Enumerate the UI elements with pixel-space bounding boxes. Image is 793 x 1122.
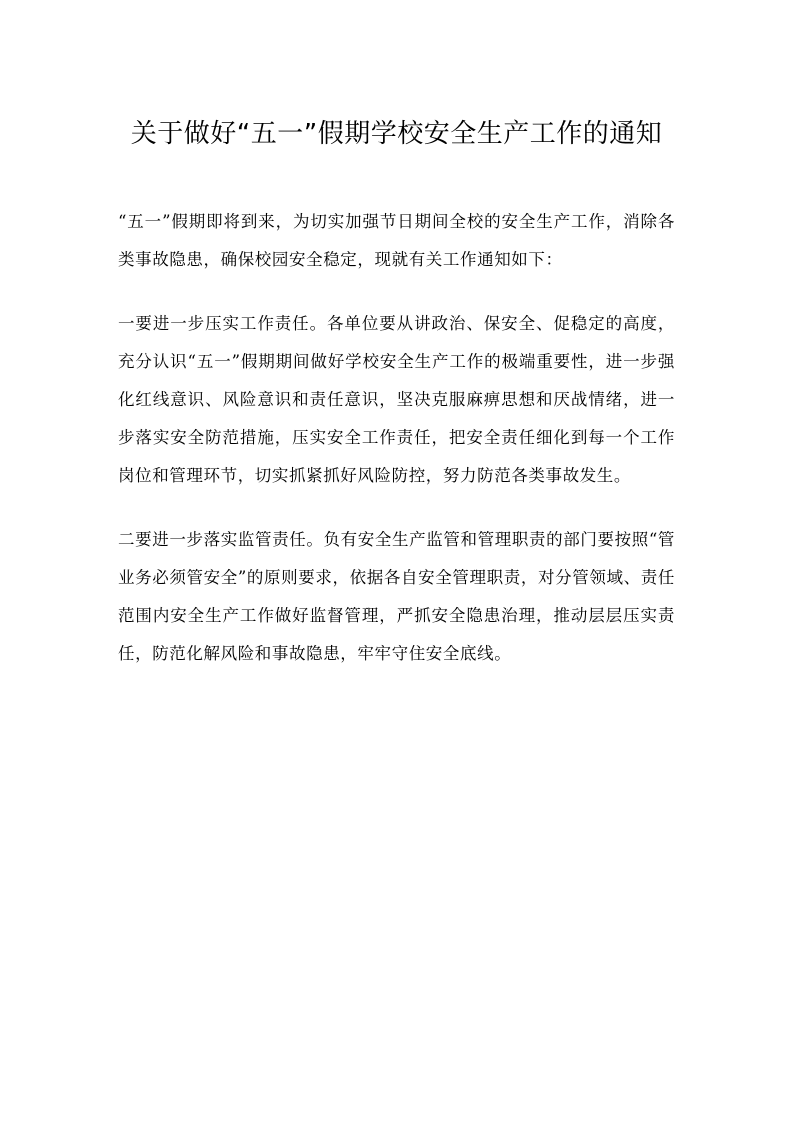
page-title: 关于做好“五一”假期学校安全生产工作的通知 bbox=[130, 119, 663, 149]
paragraph-intro: “五一”假期即将到来，为切实加强节日期间全校的安全生产工作，消除各类事故隐患，确保校园安全稳定，现就有关工作通知如下： bbox=[118, 212, 675, 269]
document-body bbox=[118, 203, 675, 673]
paragraph-item-2: 二要进一步落实监管责任。负有安全生产监管和管理职责的部门要按照“管业务必须管安全”的原则要求，依据各自安全管理职责，对分管领域、责任范围内安全生产工作做好监督管理，严抓安全隐患治理，推动层层压实责任，防范化解风险和事故隐患，牢牢守住安全底线。 bbox=[118, 530, 675, 663]
paragraph-item-1: 一要进一步压实工作责任。各单位要从讲政治、保安全、促稳定的高度，充分认识“五一”假期期间做好学校安全生产工作的极端重要性，进一步强化红线意识、风险意识和责任意识，坚决克服麻痹思想和厌战情绪，进一步落实安全防范措施，压实安全工作责任，把安全责任细化到每一个工作岗位和管理环节，切实抓紧抓好风险防控，努力防范各类事故发生。 bbox=[118, 314, 675, 485]
